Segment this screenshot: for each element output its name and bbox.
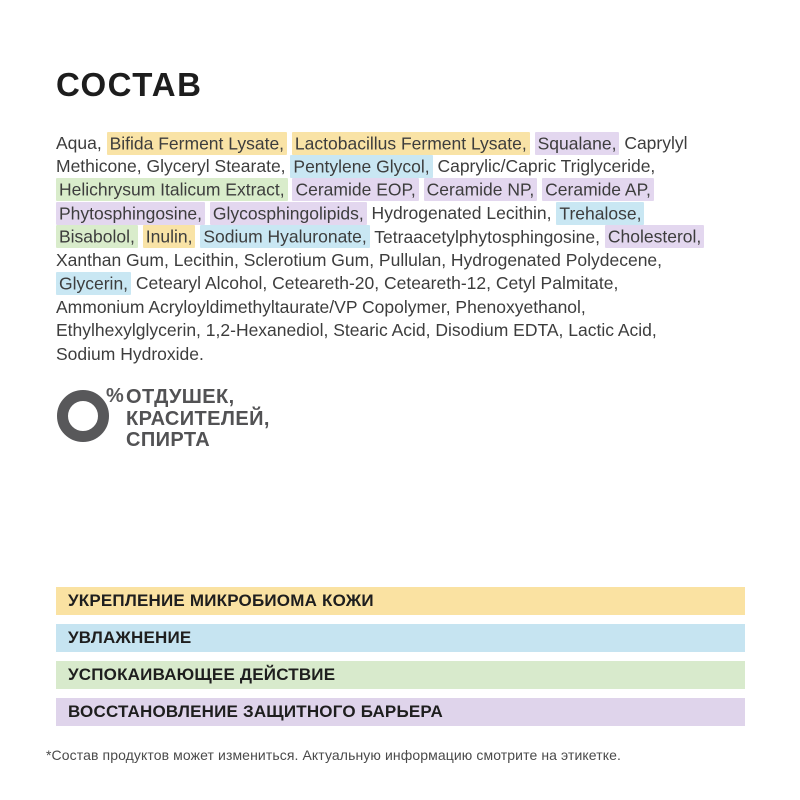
benefit-bar-label: УКРЕПЛЕНИЕ МИКРОБИОМА КОЖИ xyxy=(68,591,374,610)
ingredient-text: Ammonium Acryloyldimethyltaurate/VP Copolymer, Phenoxyethanol, xyxy=(56,296,586,317)
ingredient-highlight-purple: Ceramide NP, xyxy=(424,178,538,201)
ingredients-line xyxy=(56,226,704,249)
footnote: *Состав продуктов может измениться. Актуальную информацию смотрите на этикетке. xyxy=(46,747,621,763)
ingredients-line xyxy=(56,319,704,342)
ingredient-highlight-green: Bisabolol, xyxy=(56,225,138,248)
ingredient-highlight-blue: Glycerin, xyxy=(56,272,131,295)
zero-percent-line: КРАСИТЕЛЕЙ, xyxy=(126,407,270,430)
ingredient-text: Methicone, Glyceryl Stearate, xyxy=(56,156,291,177)
ingredients-line xyxy=(56,202,704,225)
zero-percent-text xyxy=(126,386,270,452)
ingredient-highlight-purple: Ceramide AP, xyxy=(542,178,654,201)
ingredient-highlight-purple: Ceramide EOP, xyxy=(292,178,418,201)
ingredient-highlight-purple: Cholesterol, xyxy=(605,225,704,248)
ingredient-highlight-yellow: Inulin, xyxy=(143,225,196,248)
ingredient-text: Cetearyl Alcohol, Ceteareth-20, Ceteareth-12, Cetyl Palmitate, xyxy=(131,273,619,294)
ingredient-highlight-blue: Sodium Hyaluronate, xyxy=(200,225,369,248)
zero-percent-claim xyxy=(57,386,270,452)
ingredient-text: Sodium Hydroxide. xyxy=(56,343,204,364)
ingredients-line xyxy=(56,155,704,178)
benefit-bar-label: УВЛАЖНЕНИЕ xyxy=(68,628,192,647)
page-title: СОСТАВ xyxy=(56,66,203,104)
benefit-bar-blue xyxy=(56,624,745,652)
benefit-bar-label: УСПОКАИВАЮЩЕЕ ДЕЙСТВИЕ xyxy=(68,665,336,684)
percent-icon: % xyxy=(106,385,124,407)
ingredient-highlight-blue: Pentylene Glycol, xyxy=(290,155,432,178)
ingredient-highlight-purple: Glycosphingolipids, xyxy=(210,202,367,225)
benefit-bar-purple xyxy=(56,698,745,726)
ingredient-text: Xanthan Gum, Lecithin, Sclerotium Gum, Pullulan, Hydrogenated Polydecene, xyxy=(56,249,663,270)
ingredient-highlight-purple: Phytosphingosine, xyxy=(56,202,205,225)
ingredients-line xyxy=(56,179,704,202)
ingredient-text: Aqua, xyxy=(56,133,107,153)
benefit-bar-green xyxy=(56,661,745,689)
zero-circle-icon xyxy=(57,390,109,442)
ingredients-line xyxy=(56,296,704,319)
ingredient-text: Ethylhexylglycerin, 1,2-Hexanediol, Stearic Acid, Disodium EDTA, Lactic Acid, xyxy=(56,320,657,341)
ingredients-line xyxy=(56,249,704,272)
ingredient-text: Hydrogenated Lecithin, xyxy=(366,203,557,224)
ingredients-paragraph xyxy=(56,132,704,366)
ingredient-highlight-blue: Trehalose, xyxy=(556,202,644,225)
ingredients-line xyxy=(56,132,704,155)
benefit-bar-label: ВОССТАНОВЛЕНИЕ ЗАЩИТНОГО БАРЬЕРА xyxy=(68,702,443,721)
ingredient-highlight-yellow: Lactobacillus Ferment Lysate, xyxy=(292,132,530,155)
ingredient-text: Caprylyl xyxy=(619,133,688,153)
benefit-bars xyxy=(56,587,745,735)
zero-percent-icon xyxy=(57,385,124,452)
ingredients-line xyxy=(56,343,704,366)
ingredients-line xyxy=(56,272,704,295)
zero-percent-line: СПИРТА xyxy=(126,429,211,452)
ingredient-text xyxy=(419,180,424,200)
zero-percent-line: ОТДУШЕК, xyxy=(126,386,235,408)
ingredient-highlight-purple: Squalane, xyxy=(535,132,620,155)
ingredient-highlight-green: Helichrysum Italicum Extract, xyxy=(56,178,288,201)
ingredient-text: Tetraacetylphytosphingosine, xyxy=(369,226,605,247)
benefit-bar-yellow xyxy=(56,587,745,615)
ingredient-text: Caprylic/Capric Triglyceride, xyxy=(432,156,656,177)
ingredient-text xyxy=(530,133,535,153)
ingredient-highlight-yellow: Bifida Ferment Lysate, xyxy=(107,132,287,155)
